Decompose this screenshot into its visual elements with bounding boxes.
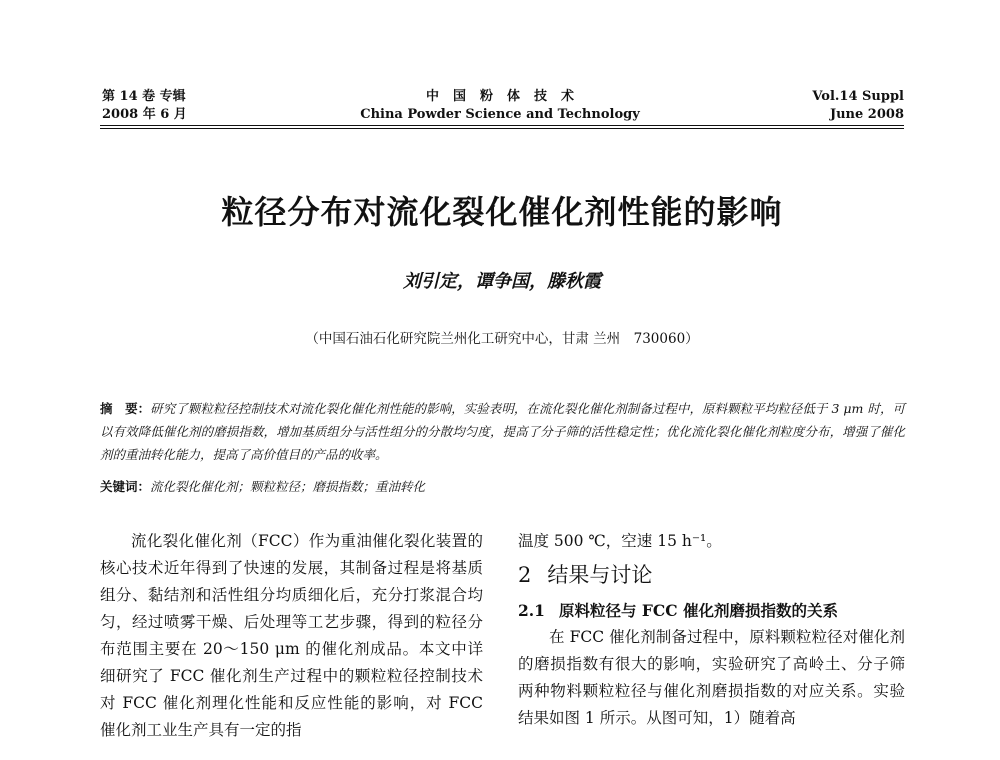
- paper-affiliation: （中国石油石化研究院兰州化工研究中心，甘肃 兰州 730060）: [305, 331, 699, 347]
- journal-volume-info: [102, 88, 187, 124]
- abstract-label: 摘 要：: [100, 401, 151, 416]
- keywords-text: 流化裂化催化剂；颗粒粒径；磨损指数；重油转化: [150, 479, 426, 494]
- paper-authors: 刘引定，谭争国，滕秋霞: [403, 271, 601, 292]
- journal-name: [300, 88, 700, 124]
- keywords-label: 关键词：: [100, 479, 151, 494]
- date-line-en: June 2008: [829, 107, 904, 122]
- volume-line-en: Vol.14 Suppl: [812, 89, 904, 104]
- results-paragraph: 在 FCC 催化剂制备过程中，原料颗粒粒径对催化剂的磨损指数有很大的影响，实验研究了高岭土、分子筛两种物料颗粒粒径与催化剂磨损指数的对应关系。实验结果如图 1 所示。从图可知，1）随着高: [518, 628, 905, 727]
- keywords: [100, 475, 905, 498]
- body-column-right: [518, 528, 905, 732]
- section-title: 结果与讨论: [547, 563, 653, 587]
- abstract-text: 研究了颗粒粒径控制技术对流化裂化催化剂性能的影响，实验表明，在流化裂化催化剂制备过程中，原料颗粒平均粒径低于 3 μm 时，可以有效降低催化剂的磨损指数，增加基质组分与活性组分的分散均匀度，提高了分子筛的活性稳定性；优化流化裂化催化剂粒度分布，增强了催化剂的重油转化能力，提高了高价值目的产品的收率。: [100, 401, 905, 462]
- journal-name-cn: 中国粉体技术: [425, 89, 588, 104]
- subsection-heading: [518, 597, 905, 624]
- journal-name-en: China Powder Science and Technology: [360, 107, 640, 122]
- section-number: 2: [518, 563, 532, 587]
- subsection-number: 2.1: [518, 601, 545, 620]
- subsection-title: 原料粒径与 FCC 催化剂磨损指数的关系: [558, 601, 838, 620]
- abstract: [100, 397, 905, 466]
- journal-volume-info-en: [812, 88, 904, 124]
- header-rule-bottom: [100, 128, 904, 129]
- date-line-cn: 2008 年 6 月: [102, 107, 187, 122]
- section-heading-results: [518, 559, 905, 591]
- header-rule-top: [100, 125, 904, 126]
- volume-line: 第 14 卷 专辑: [102, 89, 186, 104]
- intro-paragraph: 流化裂化催化剂（FCC）作为重油催化裂化装置的核心技术近年得到了快速的发展，其制备过程是将基质组分、黏结剂和活性组分均质细化后，充分打浆混合均匀，经过喷雾干燥、后处理等工艺步骤，得到的粒径分布范围主要在 20～150 μm 的催化剂成品。本文中详细研究了 FCC 催化剂生产过程中的颗粒粒径控制技术对 FCC 催化剂理化性能和反应性能的影响，对 FCC 催化剂工业生产具有一定的指: [100, 532, 483, 739]
- body-column-left: [100, 528, 483, 744]
- experiment-conditions-line: 温度 500 ℃，空速 15 h⁻¹。: [518, 532, 722, 550]
- paper-title: 粒径分布对流化裂化催化剂性能的影响: [221, 193, 783, 231]
